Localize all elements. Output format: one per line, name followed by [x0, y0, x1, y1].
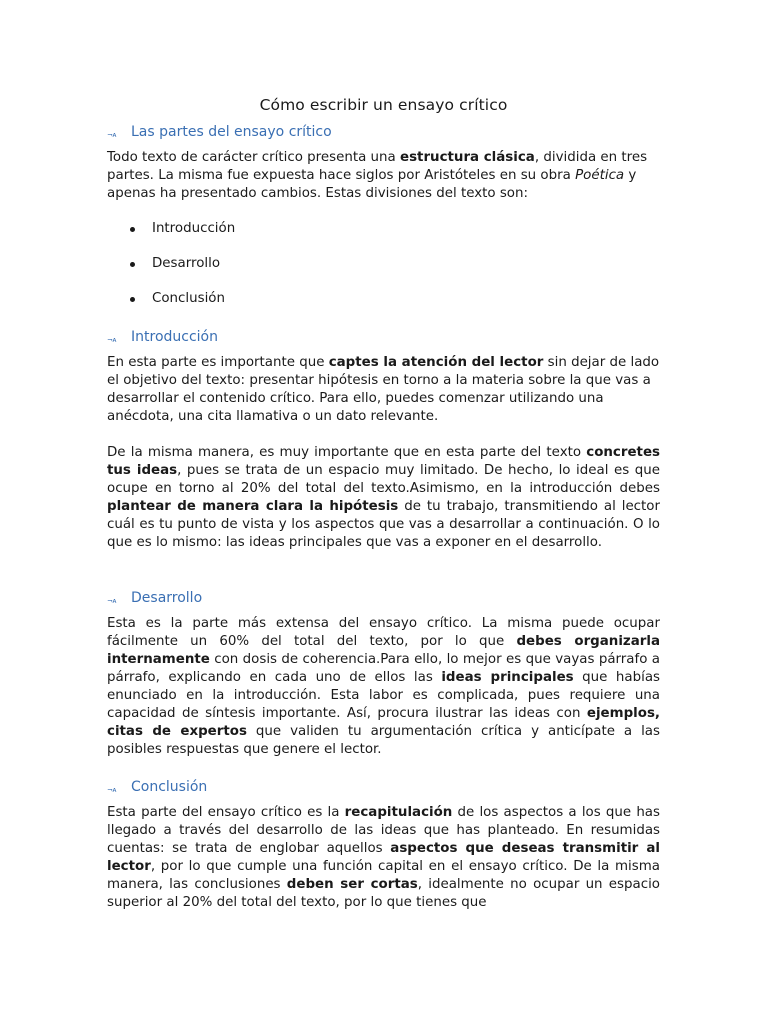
heading-marker-icon: ¬ᴀ [107, 131, 117, 139]
heading-marker-icon: ¬ᴀ [107, 786, 117, 794]
list-item: Introducción [107, 220, 660, 238]
section-heading-partes [107, 123, 660, 141]
section-heading-desarrollo [107, 589, 660, 607]
heading-label: Introducción [131, 329, 218, 345]
heading-marker-icon: ¬ᴀ [107, 336, 117, 344]
paragraph: De la misma manera, es muy importante que en esta parte del texto concretes tus ideas, pues se trata de un espacio muy limitado. De hecho, lo ideal es que ocupe en torno al 20% del total del texto.Asimismo, en la introducción debes plantear de manera clara la hipótesis de tu trabajo, transmitiendo al lector cuál es tu punto de vista y los aspectos que vas a desarrollar a continuación. O lo que es lo mismo: las ideas principales que vas a exponer en el desarrollo. [107, 445, 660, 550]
heading-marker-icon: ¬ᴀ [107, 597, 117, 605]
paragraph: Esta parte del ensayo crítico es la recapitulación de los aspectos a los que has llegado a través del desarrollo de las ideas que has planteado. En resumidas cuentas: se trata de englobar aquellos aspectos que deseas transmitir al lector, por lo que cumple una función capital en el ensayo crítico. De la misma manera, las conclusiones deben ser cortas, idealmente no ocupar un espacio superior al 20% del total del texto, por lo que tienes que [107, 805, 660, 910]
section-heading-conclusion [107, 778, 660, 796]
heading-label: Las partes del ensayo crítico [131, 124, 332, 140]
list-item: Conclusión [107, 290, 660, 308]
paragraph: Esta es la parte más extensa del ensayo crítico. La misma puede ocupar fácilmente un 60% del total del texto, por lo que debes organizarla internamente con dosis de coherencia.Para ello, lo mejor es que vayas párrafo a párrafo, explicando en cada uno de ellos las ideas principales que habías enunciado en la introducción. Esta labor es complicada, pues requiere una capacidad de síntesis importante. Así, procura ilustrar las ideas con ejemplos, citas de expertos que validen tu argumentación crítica y anticípate a las posibles respuestas que genere el lector. [107, 616, 660, 757]
section-heading-introduccion [107, 328, 660, 346]
heading-label: Desarrollo [131, 590, 203, 606]
document-title: Cómo escribir un ensayo crítico [259, 96, 508, 114]
heading-label: Conclusión [131, 779, 208, 795]
paragraph: En esta parte es importante que captes la atención del lector sin dejar de lado el objetivo del texto: presentar hipótesis en torno a la materia sobre la que vas a desarrollar el contenido crítico. Para ello, puedes comenzar utilizando una anécdota, una cita llamativa o un dato relevante. [107, 355, 660, 424]
parts-list [107, 220, 660, 308]
paragraph: Todo texto de carácter crítico presenta una estructura clásica, dividida en tres partes. La misma fue expuesta hace siglos por Aristóteles en su obra Poética y apenas ha presentado cambios. Estas divisiones del texto son: [107, 150, 648, 201]
list-item: Desarrollo [107, 255, 660, 273]
